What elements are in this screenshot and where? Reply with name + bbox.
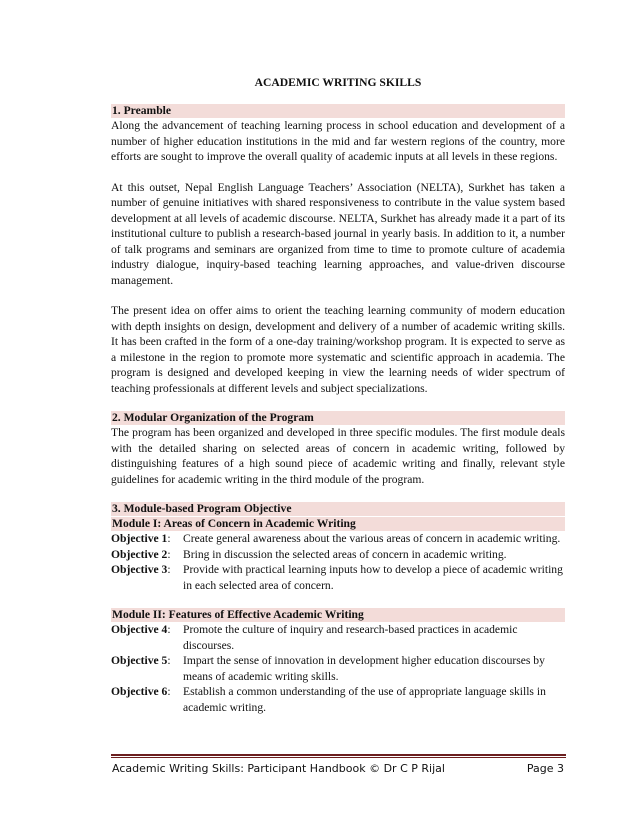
objective-item: Objective 1: Create general awareness about the various areas of concern in academic writing. bbox=[111, 531, 565, 547]
objective-label: Objective 6 bbox=[111, 685, 168, 698]
objective-text: Promote the culture of inquiry and research-based practices in academic discourses. bbox=[183, 623, 518, 652]
objective-label: Objective 5 bbox=[111, 654, 168, 667]
objective-item: Objective 4: Promote the culture of inquiry and research-based practices in academic discourses. bbox=[111, 622, 565, 653]
objective-item: Objective 3: Provide with practical learning inputs how to develop a piece of academic writing in each selected area of concern. bbox=[111, 562, 565, 593]
module-heading: Module I: Areas of Concern in Academic Writing bbox=[111, 516, 565, 531]
objective-text: Impart the sense of innovation in development higher education discourses by means of academic writing skills. bbox=[183, 654, 545, 683]
objective-item: Objective 5: Impart the sense of innovation in development higher education discourses by means of academic writing skills. bbox=[111, 653, 565, 684]
objective-item: Objective 6: Establish a common understanding of the use of appropriate language skills in academic writing. bbox=[111, 684, 565, 715]
page-footer bbox=[112, 762, 564, 776]
footer-divider bbox=[111, 757, 566, 758]
objective-text: Create general awareness about the various areas of concern in academic writing. bbox=[183, 532, 561, 545]
objective-label: Objective 3 bbox=[111, 563, 168, 576]
objective-label: Objective 2 bbox=[111, 547, 168, 561]
module-heading: Module II: Features of Effective Academic Writing bbox=[111, 608, 565, 622]
objective-item: Objective 2: Bring in discussion the selected areas of concern in academic writing. bbox=[111, 547, 565, 563]
paragraph: At this outset, Nepal English Language Teachers’ Association (NELTA), Surkhet has taken a number of genuine initiatives with shared responsiveness to contribute in the value system based development at all levels of academic discourse. NELTA, Surkhet has already made it a part of its institutional culture to publish a research-based journal in yearly basis. In addition to it, a number of talk programs and seminars are organized from time to time to promote culture of academia industry dialogue, inquiry-based teaching learning approaches, and value-driven discourse management. bbox=[111, 180, 565, 287]
paragraph: The present idea on offer aims to orient the teaching learning community of modern education with depth insights on design, development and delivery of a number of academic writing skills. It has been crafted in the form of a one-day training/workshop program. It is expected to serve as a milestone in the region to promote more systematic and scientific approach in academia. The program is designed and developed keeping in view the learning needs of wider spectrum of teaching professionals at different levels and subject specializations. bbox=[111, 304, 565, 395]
footer-divider bbox=[111, 754, 566, 756]
objective-text: Bring in discussion the selected areas of concern in academic writing. bbox=[183, 547, 507, 561]
page-number: Page 3 bbox=[526, 762, 564, 775]
paragraph: The program has been organized and developed in three specific modules. The first module deals with the detailed sharing on selected areas of concern in academic writing, followed by distinguishing features of a high sound piece of academic writing and finally, relevant style guidelines for academic writing in the third module of the program. bbox=[111, 426, 565, 486]
section-heading-objectives: 3. Module-based Program Objective bbox=[111, 502, 565, 516]
objective-text: Provide with practical learning inputs how to develop a piece of academic writing in each selected area of concern. bbox=[183, 563, 563, 592]
page-content bbox=[111, 76, 565, 715]
objective-label: Objective 4 bbox=[111, 623, 168, 636]
section-heading-preamble: 1. Preamble bbox=[111, 104, 565, 118]
objective-label: Objective 1 bbox=[111, 532, 168, 545]
objective-text: Establish a common understanding of the use of appropriate language skills in academic writing. bbox=[183, 685, 546, 714]
footer-text: Academic Writing Skills: Participant Handbook © Dr C P Rijal bbox=[112, 762, 445, 775]
paragraph: Along the advancement of teaching learning process in school education and development of a number of higher education institutions in the mid and far western regions of the country, more efforts are sought to improve the overall quality of academic inputs at all levels in these regions. bbox=[111, 119, 565, 163]
page-title: ACADEMIC WRITING SKILLS bbox=[254, 76, 422, 89]
section-heading-modular: 2. Modular Organization of the Program bbox=[111, 411, 565, 425]
